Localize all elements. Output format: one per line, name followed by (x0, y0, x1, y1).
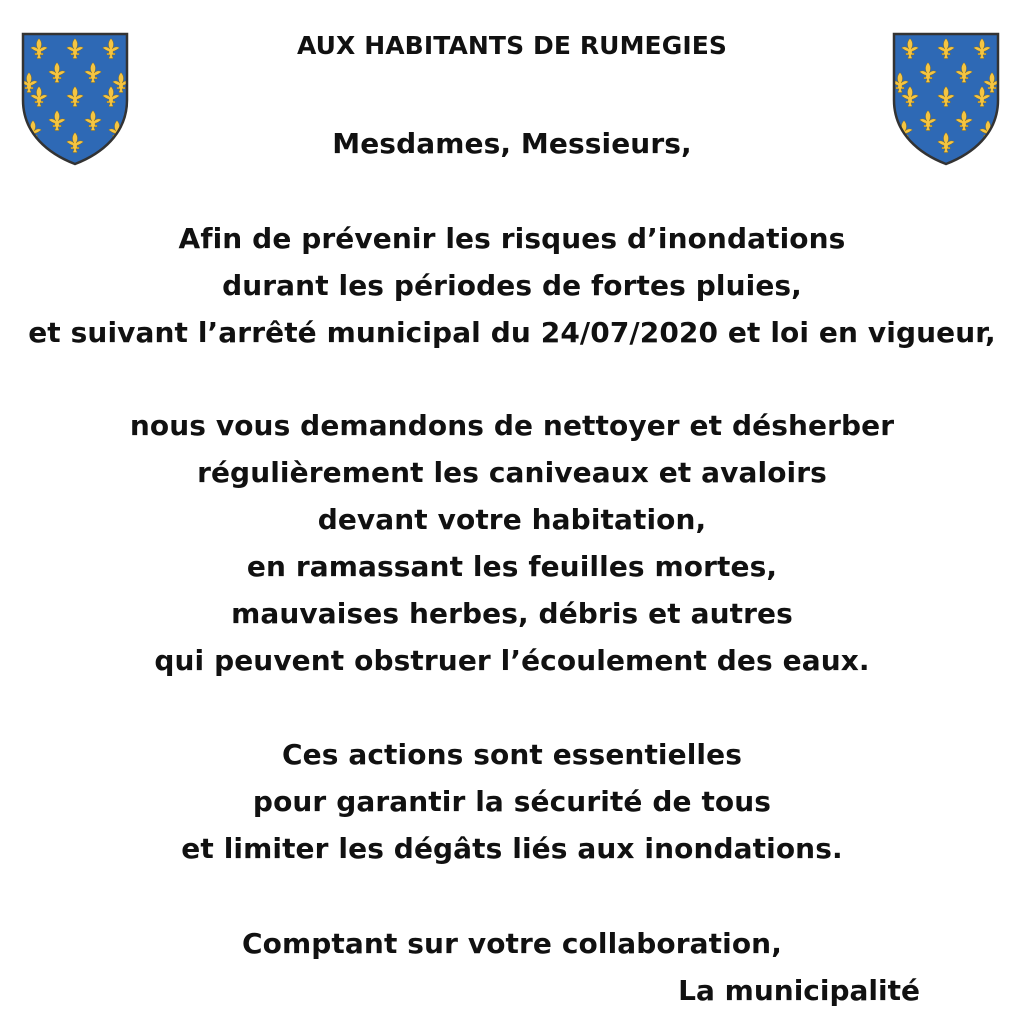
paragraph-2-line-2: régulièrement les caniveaux et avaloirs (197, 456, 827, 489)
paragraph-2-line-3: devant votre habitation, (317, 503, 707, 536)
paragraph-1-line-1: Afin de prévenir les risques d’inondations (178, 222, 846, 255)
paragraph-1-line-3: et suivant l’arrêté municipal du 24/07/2020 et loi en vigueur, (28, 316, 996, 349)
paragraph-2-line-4: en ramassant les feuilles mortes, (246, 550, 778, 583)
signature: La municipalité (678, 974, 920, 1007)
paragraph-2-line-6: qui peuvent obstruer l’écoulement des eaux. (154, 644, 870, 677)
paragraph-2-line-5: mauvaises herbes, débris et autres (231, 597, 793, 630)
paragraph-3-line-1: Ces actions sont essentielles (282, 738, 742, 771)
paragraph-3-line-3: et limiter les dégâts liés aux inondations. (181, 832, 843, 865)
closing-line: Comptant sur votre collaboration, (242, 927, 782, 960)
paragraph-1-line-2: durant les périodes de fortes pluies, (222, 269, 802, 302)
salutation: Mesdames, Messieurs, (332, 127, 692, 160)
paragraph-3-line-2: pour garantir la sécurité de tous (252, 785, 772, 818)
page-title: AUX HABITANTS DE RUMEGIES (296, 31, 728, 60)
paragraph-2-line-1: nous vous demandons de nettoyer et désherber (129, 409, 895, 442)
